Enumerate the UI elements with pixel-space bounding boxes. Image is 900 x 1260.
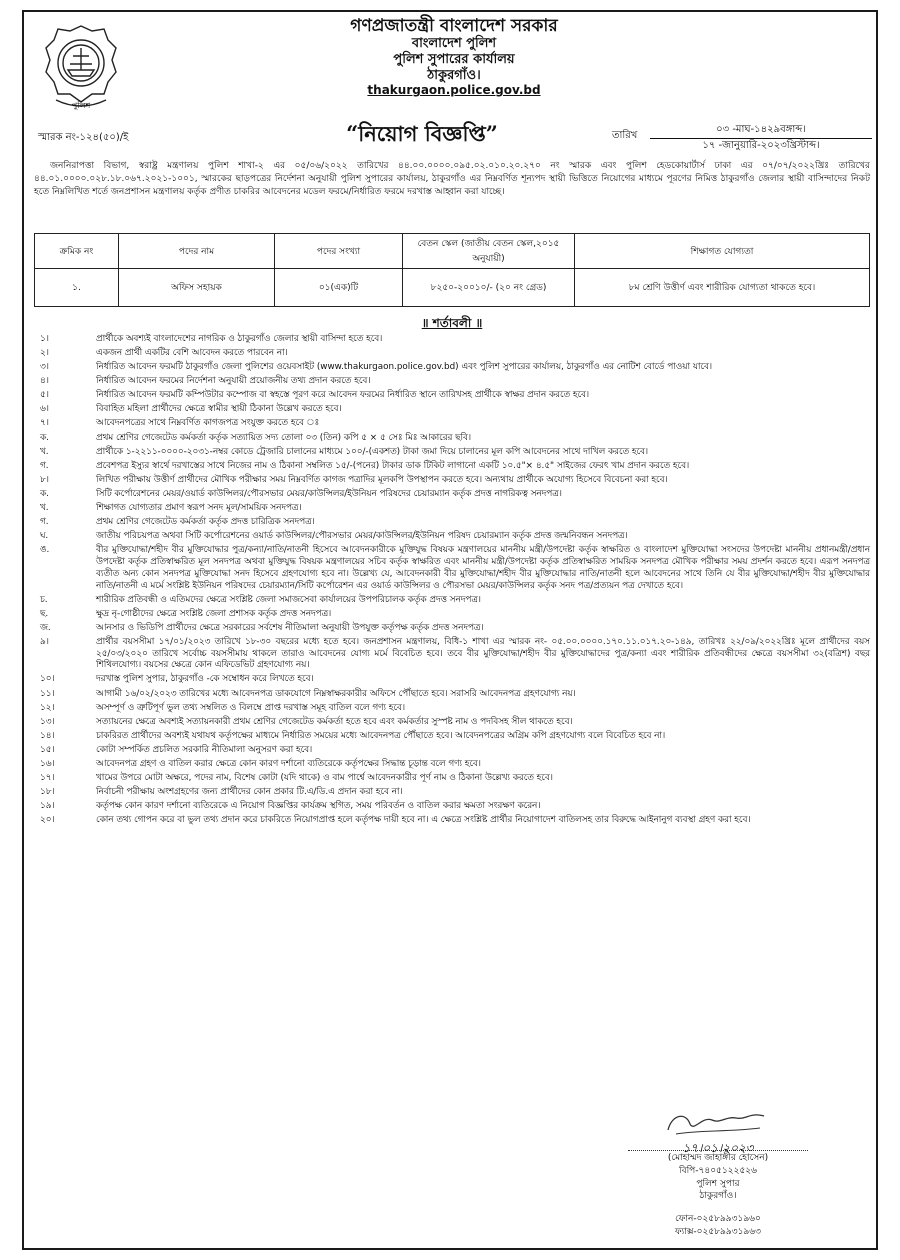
condition-text: শারীরিক প্রতিবন্ধী ও এতিমদের ক্ষেত্রে সংশ্লিষ্ট জেলা সমাজসেবা কার্যালয়ের উপপরিচালক কর্তৃক প্রদত্ত সনদপত্র।	[96, 594, 481, 605]
condition-item	[34, 348, 870, 360]
condition-text: প্রার্থীকে ১-২২১১-০০০০-২০৩১-নম্বর কোডে ট্রেজারি চালানের মাধ্যমে ১০০/-(একশত) টাকা জমা দিয়ে চালানের মূল কপি আবেদনের সাথে দাখিল করতে হবে।	[96, 446, 649, 457]
table-cell: ১.	[35, 269, 119, 307]
date-bangla: ০৩ -মাঘ-১৪২৯বঙ্গাব্দ।	[650, 122, 872, 139]
condition-item	[34, 404, 870, 416]
condition-number: ২।	[40, 348, 49, 359]
condition-number: খ.	[40, 446, 49, 457]
fax-number: ফ্যাক্স-০২৫৮৯৯৩১৯৬৩	[675, 1226, 761, 1237]
condition-item	[34, 609, 870, 621]
condition-number: ৭।	[40, 418, 49, 429]
condition-text: চাকরিরত প্রার্থীদের অবশ্যই যথাযথ কর্তৃপক্ষের মাধ্যমে নির্ধারিত সময়ের মধ্যে আবেদনপত্র পৌঁছাতে হবে। আবেদনপত্রের অগ্রিম কপি গ্রহণযোগ্য বলে বিবেচিত হবে না।	[96, 730, 666, 741]
condition-item	[34, 433, 870, 445]
condition-text: অসম্পূর্ণ ও ত্রুটিপূর্ণ ভুল তথ্য সম্বলিত ও বিলম্বে প্রাপ্ত দরখাস্ত সমূহ বাতিল বলে গণ্য হবে।	[96, 702, 405, 713]
condition-item	[34, 674, 870, 686]
condition-number: ১০।	[40, 674, 55, 685]
table-cell: অফিস সহায়ক	[119, 269, 275, 307]
condition-number: ১।	[40, 334, 49, 344]
condition-item	[34, 815, 870, 827]
condition-text: প্রার্থীকে অবশ্যই বাংলাদেশের নাগরিক ও ঠাকুরগাঁও জেলার স্থায়ী বাসিন্দা হতে হবে।	[96, 334, 383, 344]
condition-item	[34, 390, 870, 402]
date-english: ১৭ -জানুয়ারি-২০২৩খ্রিস্টাব্দ।	[702, 140, 820, 151]
condition-text: নির্ধারিত আবেদন ফরমের নির্দেশনা অনুযায়ী প্রয়োজনীয় তথ্য প্রদান করতে হবে।	[96, 376, 371, 387]
condition-item	[34, 334, 870, 346]
column-header: পদের নাম	[119, 234, 275, 269]
condition-number: ৯।	[40, 636, 49, 647]
table-cell: ৮ম শ্রেণি উত্তীর্ণ এবং শারীরিক যোগ্যতা থাকতে হবে।	[575, 269, 870, 307]
condition-item	[34, 745, 870, 757]
office-header	[204, 16, 704, 98]
signatory-id: বিপি-৭৪০৫১২২৫২৬	[679, 1165, 757, 1176]
condition-item	[34, 801, 870, 813]
column-header: শিক্ষাগত যোগ্যতা	[575, 234, 870, 269]
conditions-list	[34, 334, 870, 829]
condition-text: শিক্ষাগত যোগ্যতার প্রমাণ স্বরূপ সনদ মূল/সাময়িক সনদপত্র।	[96, 502, 302, 513]
condition-number: জ.	[40, 622, 51, 633]
condition-text: একজন প্রার্থী একটির বেশি আবেদন করতে পারবেন না।	[96, 348, 288, 359]
condition-number: ১৯।	[40, 801, 55, 812]
condition-number: ১৮।	[40, 787, 55, 798]
condition-item	[34, 717, 870, 729]
department-name: বাংলাদেশ পুলিশ	[411, 36, 497, 52]
district-name: ঠাকুরগাঁও।	[427, 67, 481, 83]
website-link[interactable]: thakurgaon.police.gov.bd	[367, 83, 541, 98]
police-logo-icon	[40, 20, 122, 112]
condition-item	[34, 517, 870, 529]
condition-number: ৮।	[40, 474, 49, 485]
condition-text: প্রথম শ্রেণির গেজেটেড কর্মকর্তা কর্তৃক প্রদত্ত চারিত্রিক সনদপত্র।	[96, 517, 315, 528]
condition-item	[34, 503, 870, 515]
condition-number: খ.	[40, 502, 49, 513]
condition-item	[34, 531, 870, 543]
condition-number: ঙ.	[40, 545, 50, 556]
condition-number: ১১।	[40, 688, 55, 699]
condition-number: ক.	[40, 488, 49, 499]
condition-item	[34, 689, 870, 701]
condition-number: গ.	[40, 460, 49, 471]
column-header: বেতন স্কেল (জাতীয় বেতন স্কেল,২০১৫ অনুযায়ী)	[403, 234, 575, 269]
logo-caption: পুলিশ	[71, 101, 91, 110]
condition-text: আনসার ও ভিডিপি প্রার্থীদের ক্ষেত্রে সরকারের সর্বশেষ নীতিমালা অনুযায়ী উপযুক্ত কর্তৃপক্ষ কর্তৃক প্রদত্ত সনদপত্র।	[96, 622, 484, 633]
condition-text: কর্তৃপক্ষ কোন কারণ দর্শানো ব্যতিরেকে এ নিয়োগ বিজ্ঞপ্তির কার্যক্রম স্থগিত, সময় পরিবর্তন ও বাতিল করার ক্ষমতা সংরক্ষণ করেন।	[96, 801, 541, 812]
table-cell: ০১(এক)টি	[275, 269, 403, 307]
condition-item	[34, 773, 870, 785]
government-name: গণপ্রজাতন্ত্রী বাংলাদেশ সরকার	[350, 16, 558, 36]
condition-text: নির্ধারিত আবেদন ফরমটি ঠাকুরগাঁও জেলা পুলিশের ওয়েবসাইট (www.thakurgaon.police.gov.bd) এবং পুলিশ সুপারের কার্যালয়, ঠাকুরগাঁও এর নোটিশ বোর্ডে পাওয়া যাবে।	[96, 362, 713, 373]
office-name: পুলিশ সুপারের কার্যালয়	[393, 51, 515, 67]
condition-text: প্রার্থীর বয়সসীমা ১৭/০১/২০২৩ তারিখে ১৮-৩০ বছরের মধ্যে হতে হবে। জনপ্রশাসন মন্ত্রণালয়, বিধি-১ শাখা এর স্মারক নং- ০৫.০০.০০০০.১৭০.১১.০১৭.২০-১৪৯, তারিখঃ ২২/০৯/২০২২খ্রিঃ মূলে প্রার্থীদের বয়স ২৫/০৩/২০২০ তারিখে সর্বোচ্চ বয়সসীমায় থাকলে তারাও আবেদনের যোগ্য মর্মে বিবেচিত হবে। তবে বীর মুক্তিযোদ্ধা/শহীদ বীর মুক্তিযোদ্ধাদের পুত্র/কন্যা এবং শারীরিক প্রতিবন্ধীদের ক্ষেত্রে বয়সসীমা ৩২(বত্রিশ) বছর শিথিলযোগ্য। বয়সের ক্ষেত্রে কোন এফিডেভিট গ্রহণযোগ্য নয়।	[96, 636, 870, 671]
condition-number: ১৩।	[40, 716, 55, 727]
condition-number: ছ.	[40, 608, 49, 619]
condition-item	[34, 489, 870, 501]
intro-paragraph: জননিরাপত্তা বিভাগ, স্বরাষ্ট্র মন্ত্রণালয় পুলিশ শাখা-২ এর ০৫/০৬/২০২২ তারিখের ৪৪.০০.০০০০.০৯৫.০২.০১০.২০.২৭০ নং স্মারক এবং পুলিশ হেডকোয়ার্টার্স ঢাকা এর ০৭/০৭/২০২২খ্রিঃ তারিখের ৪৪.০১.০০০০.০২৮.১৮.০৬৭.২০২১-১০০১, স্মারকের ছাড়পত্রের নির্দেশনা অনুযায়ী পুলিশ সুপারের কার্যালয়, ঠাকুরগাঁও এর নিম্নবর্ণিত শূন্যপদ স্থায়ী ভিত্তিতে নিয়োগের মাধ্যমে পূরণের নিমিত্ত ঠাকুরগাঁও জেলার স্থায়ী বাসিন্দাদের নিকট হতে নিম্নলিখিত শর্তে জনপ্রশাসন মন্ত্রণালয় কর্তৃক প্রণীত চাকরির আবেদনের মডেল ফরমে/নির্ধারিত ফরমে দরখাস্ত আহ্বান করা যাচ্ছে।	[34, 161, 870, 197]
table-cell: ৮২৫০-২০০১০/- (২০ নং গ্রেড)	[403, 269, 575, 307]
condition-number: ৫।	[40, 390, 49, 401]
notice-page	[22, 10, 878, 1250]
condition-number: ঘ.	[40, 531, 49, 542]
condition-text: বীর মুক্তিযোদ্ধা/শহীদ বীর মুক্তিযোদ্ধার পুত্র/কন্যা/নাতি/নাতনী হিসেবে আবেদনকারীকে মুক্তিযুদ্ধ বিষয়ক মন্ত্রণালয়ের মাননীয় মন্ত্রী/উপদেষ্টা কর্তৃক স্বাক্ষরিত ও বাংলাদেশ মুক্তিযোদ্ধা সংসদের উপদেষ্টা মাননীয় প্রধানমন্ত্রী/প্রধান উপদেষ্টা কর্তৃক প্রতিস্বাক্ষরিত মূল সনদপত্র অথবা মুক্তিযুদ্ধ বিষয়ক মন্ত্রণালয়ের সচিব কর্তৃক স্বাক্ষরিত এবং মাননীয় মন্ত্রী/উপদেষ্টা কর্তৃক প্রতিস্বাক্ষরিত সাময়িক সনদপত্র মৌখিক পরীক্ষার সময় প্রদর্শন করতে হবে। এরূপ সনদপত্র ব্যতীত অন্য কোন সনদপত্র মুক্তিযোদ্ধা সনদ হিসেবে গ্রহণযোগ্য হবে না। উল্লেখ্য যে, আবেদনকারী বীর মুক্তিযোদ্ধা/শহীদ বীর মুক্তিযোদ্ধার নাতি/নাতনী হলে আবেদনের সাথে তিনি যে বীর মুক্তিযোদ্ধা/শহীদ বীর মুক্তিযোদ্ধার নাতি/নাতনী এ মর্মে সংশ্লিষ্ট ইউনিয়ন পরিষদের চেয়ারম্যান/সিটি কর্পোরেশন এর ওয়ার্ড কাউন্সিলর ও পৌরসভা মেয়র/কাউন্সিলর কর্তৃক সনদ পত্র/প্রত্যয়ন পত্র দেখাতে হবে।	[96, 545, 870, 591]
condition-text: প্রথম শ্রেণির গেজেটেড কর্মকর্তা কর্তৃক সত্যায়িত সদ্য তোলা ০৩ (তিন) কপি ৫ × ৫ সেঃ মিঃ আকারের ছবি।	[96, 432, 472, 443]
condition-text: সিটি কর্পোরেশনের মেয়র/ওয়ার্ড কাউন্সিলর/পৌরসভার মেয়র/কাউন্সিলর/ইউনিয়ন পরিষদের চেয়ারম্যান কর্তৃক প্রদত্ত নাগরিকত্ব সনদপত্র।	[96, 488, 562, 499]
condition-number: ১৫।	[40, 744, 55, 755]
condition-text: নির্বাচনী পরীক্ষায় অংশগ্রহণের জন্য প্রার্থীদের কোন প্রকার টি.এ/ডি.এ প্রদান করা হবে না।	[96, 787, 403, 798]
condition-item	[34, 447, 870, 459]
condition-text: প্রবেশপত্র ইস্যুর স্বার্থে দরখাস্তের সাথে নিজের নাম ও ঠিকানা সম্বলিত ১৫/-(পনের) টাকার ডাক টিকিট লাগানো একটি ১০.৫"× ৪.৫" সাইজের ফেরৎ খাম প্রদান করতে হবে।	[96, 460, 690, 471]
condition-text: আবেদনপত্রের সাথে নিম্নবর্ণিত কাগজপত্র সংযুক্ত করতে হবে ঃ	[96, 418, 320, 429]
condition-number: ৪।	[40, 376, 49, 387]
condition-text: কোটা সম্পর্কিত প্রচলিত সরকারি নীতিমালা অনুসরণ করা হবে।	[96, 744, 313, 755]
table-header-row	[35, 234, 870, 269]
condition-text: ক্ষুদ্র নৃ-গোষ্ঠীদের ক্ষেত্রে সংশ্লিষ্ট জেলা প্রশাসক কর্তৃক প্রদত্ত সনদপত্র।	[96, 608, 332, 619]
condition-number: ১৪।	[40, 730, 55, 741]
memo-number: স্মারক নং-১২৪(৫০)/ই	[38, 132, 129, 143]
column-header: পদের সংখ্যা	[275, 234, 403, 269]
condition-text: নির্ধারিত আবেদন ফরমটি কম্পিউটার কম্পোজ বা স্বহস্তে পূরণ করে আবেদন ফরমের নির্ধারিত স্থানে তারিখসহ প্রার্থীকে স্বাক্ষর প্রদান করতে হবে।	[96, 390, 590, 401]
condition-item	[34, 759, 870, 771]
condition-item	[34, 595, 870, 607]
condition-text: দরখাস্ত পুলিশ সুপার, ঠাকুরগাঁও -কে সম্বোধন করে লিখতে হবে।	[96, 674, 314, 685]
table-row	[35, 269, 870, 307]
condition-item	[34, 637, 870, 672]
condition-number: ক.	[40, 432, 49, 443]
condition-number: ১৭।	[40, 773, 55, 784]
condition-text: লিখিত পরীক্ষায় উত্তীর্ণ প্রার্থীদের মৌখিক পরীক্ষার সময় নিম্নবর্ণিত কাগজ পত্রাদির মূলকপি উপস্থাপন করতে হবে। অন্যথায় প্রার্থীকে অযোগ্য হিসেবে বিবেচনা করা হবে।	[96, 474, 668, 485]
condition-item	[34, 376, 870, 388]
condition-number: চ.	[40, 594, 48, 605]
condition-number: ৬।	[40, 404, 49, 415]
condition-number: গ.	[40, 517, 49, 528]
signature-mark	[628, 1106, 808, 1155]
condition-number: ৩।	[40, 362, 49, 373]
condition-text: জাতীয় পরিচয়পত্র অথবা সিটি কর্পোরেশনের ওয়ার্ড কাউন্সিলর/পৌরসভার মেয়র/কাউন্সিলর/ইউনিয়ন পরিষদ চেয়ারম্যান কর্তৃক প্রদত্ত জন্মনিবন্ধন সনদপত্র।	[96, 531, 628, 542]
condition-item	[34, 703, 870, 715]
condition-item	[34, 418, 870, 430]
condition-number: ২০।	[40, 815, 55, 826]
condition-text: সত্যায়নের ক্ষেত্রে অবশ্যই সত্যায়নকারী প্রথম শ্রেণির গেজেটেড কর্মকর্তা হতে হবে এবং কর্মকর্তার সুস্পষ্ট নাম ও পদবিসহ সীল থাকতে হবে।	[96, 716, 573, 727]
condition-text: আবেদনপত্র গ্রহণ ও বাতিল করার ক্ষেত্রে কোন কারণ দর্শানো ব্যতিরেকে কর্তৃপক্ষের সিদ্ধান্ত চূড়ান্ত বলে গণ্য হবে।	[96, 758, 481, 769]
condition-text: আগামী ১৬/০২/২০২৩ তারিখের মধ্যে আবেদনপত্র ডাকযোগে নিম্নস্বাক্ষরকারীর অফিসে পৌঁছাতে হবে। সরাসরি আবেদনপত্র গ্রহণযোগ্য নয়।	[96, 688, 576, 699]
condition-number: ১২।	[40, 702, 55, 713]
conditions-title: ॥ শর্তাবলী ॥	[421, 316, 483, 330]
posts-table	[34, 233, 870, 307]
signatory-name: (মোহাম্মদ জাহাঙ্গীর হোসেন)	[628, 1150, 808, 1165]
column-header: ক্রমিক নং	[35, 234, 119, 269]
condition-text: খামের উপরে মোটা অক্ষরে, পদের নাম, বিশেষ কোটা (যদি থাকে) ও বাম পার্শ্বে আবেদনকারীর পূর্ণ নাম ও ঠিকানা উল্লেখ্য করতে হবে।	[96, 773, 553, 784]
condition-item	[34, 475, 870, 487]
phone-number: ফোন-০২৫৮৯৯৩১৯৬০	[675, 1214, 761, 1225]
notice-title: “নিয়োগ বিজ্ঞপ্তি”	[346, 121, 498, 146]
condition-item	[34, 362, 870, 374]
condition-item	[34, 731, 870, 743]
signatory-designation: পুলিশ সুপার	[696, 1178, 740, 1189]
signatory-place: ঠাকুরগাঁও।	[699, 1191, 737, 1202]
condition-item	[34, 545, 870, 592]
condition-item	[34, 461, 870, 473]
condition-text: বিবাহিত মহিলা প্রার্থীদের ক্ষেত্রে স্বামীর স্থায়ী ঠিকানা উল্লেখ করতে হবে।	[96, 404, 342, 415]
condition-item	[34, 787, 870, 799]
condition-item	[34, 623, 870, 635]
condition-text: কোন তথ্য গোপন করে বা ভুল তথ্য প্রদান করে চাকরিতে নিয়োগপ্রাপ্ত হলে কর্তৃপক্ষ দায়ী হবে না। এ ক্ষেত্রে সংশ্লিষ্ট প্রার্থীর নিয়োগাদেশ বাতিলসহ তার বিরুদ্ধে আইনানুগ ব্যবস্থা গ্রহণ করা হবে।	[96, 815, 751, 826]
date-label: তারিখ	[612, 130, 638, 141]
condition-number: ১৬।	[40, 758, 55, 769]
signature-date: ১৭।০১।২০২৩	[682, 1141, 754, 1155]
signature-block	[628, 1106, 808, 1239]
